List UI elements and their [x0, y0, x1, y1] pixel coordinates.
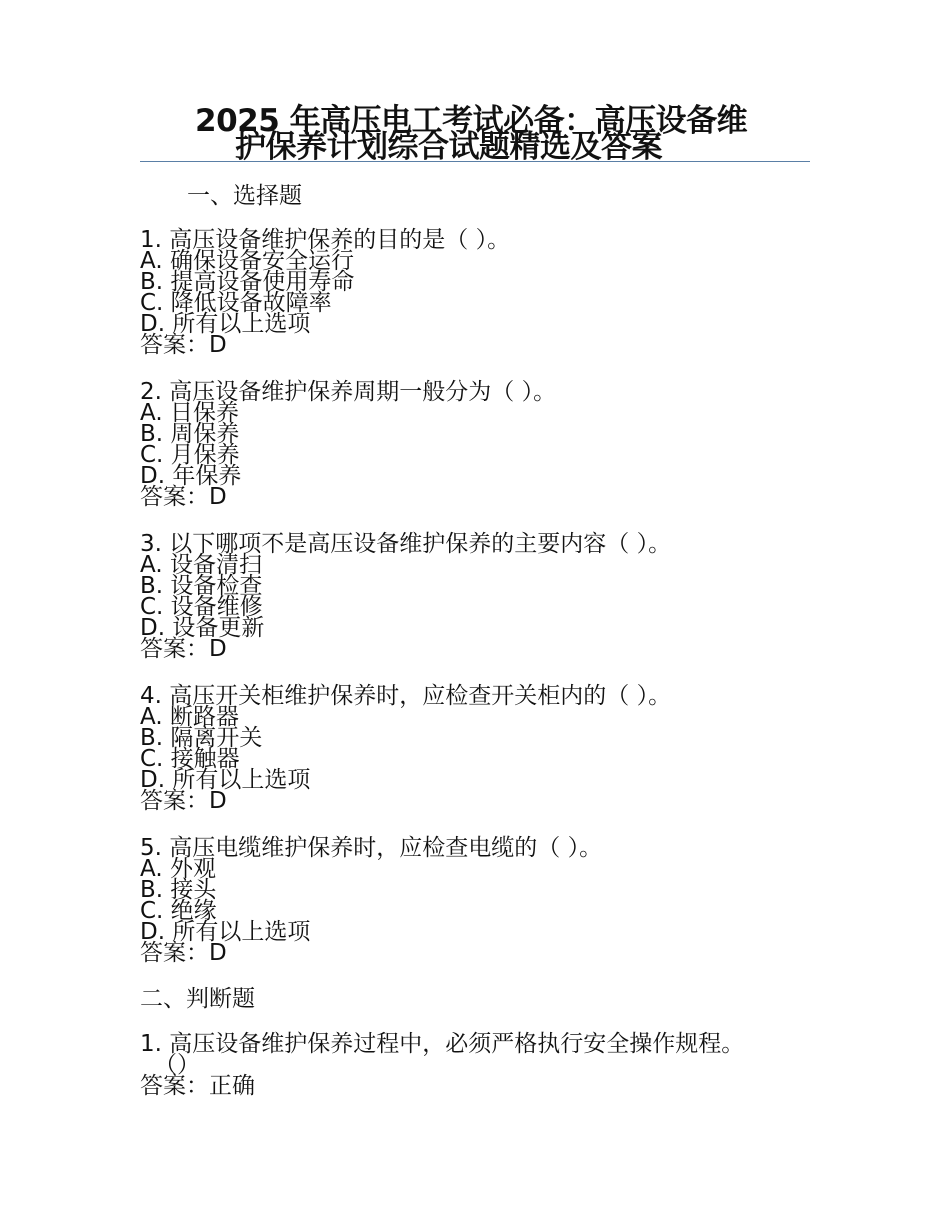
answer: 答案：D [140, 788, 227, 814]
option-a: A. 设备清扫 [140, 552, 262, 578]
question-stem: 2. 高压设备维护保养周期一般分为（ ）。 [140, 379, 557, 405]
option-a: A. 外观 [140, 856, 216, 882]
question-1 [140, 227, 510, 356]
question-3 [140, 531, 671, 660]
answer-blank: （） [154, 1052, 200, 1078]
option-c: C. 设备维修 [140, 594, 263, 620]
option-b: B. 提高设备使用寿命 [140, 269, 355, 295]
document-title [140, 103, 810, 165]
option-d: D. 年保养 [140, 463, 242, 489]
option-c: C. 绝缘 [140, 898, 217, 924]
option-b: B. 隔离开关 [140, 725, 263, 751]
judgement-question-1 [140, 1032, 744, 1098]
option-b: B. 设备检查 [140, 573, 263, 599]
question-stem: 4. 高压开关柜维护保养时，应检查开关柜内的（ ）。 [140, 683, 672, 709]
answer: 答案：正确 [140, 1073, 255, 1099]
title-line-1: 2025 年高压电工考试必备：高压设备维 [195, 103, 748, 139]
option-c: C. 降低设备故障率 [140, 290, 332, 316]
option-b: B. 接头 [140, 877, 217, 903]
section-heading-choice: 一、选择题 [187, 183, 302, 209]
option-d: D. 设备更新 [140, 615, 265, 641]
answer: 答案：D [140, 636, 227, 662]
answer: 答案：D [140, 940, 227, 966]
option-c: C. 接触器 [140, 746, 240, 772]
option-d: D. 所有以上选项 [140, 919, 311, 945]
option-a: A. 确保设备安全运行 [140, 248, 354, 274]
answer: 答案：D [140, 484, 227, 510]
title-underline [140, 161, 810, 162]
option-a: A. 断路器 [140, 704, 239, 730]
answer: 答案：D [140, 332, 227, 358]
question-4 [140, 683, 671, 812]
question-stem: 1. 高压设备维护保养的目的是（ ）。 [140, 227, 511, 253]
option-d: D. 所有以上选项 [140, 311, 311, 337]
section-heading-judgement: 二、判断题 [140, 986, 255, 1012]
option-b: B. 周保养 [140, 421, 240, 447]
question-stem: 1. 高压设备维护保养过程中，必须严格执行安全操作规程。 [140, 1031, 745, 1057]
option-d: D. 所有以上选项 [140, 767, 311, 793]
title-line-2: 护保养计划综合试题精选及答案 [235, 129, 662, 165]
question-stem: 3. 以下哪项不是高压设备维护保养的主要内容（ ）。 [140, 531, 672, 557]
question-5 [140, 835, 602, 964]
question-2 [140, 379, 556, 508]
option-a: A. 日保养 [140, 400, 239, 426]
question-stem: 5. 高压电缆维护保养时，应检查电缆的（ ）。 [140, 835, 603, 861]
option-c: C. 月保养 [140, 442, 240, 468]
